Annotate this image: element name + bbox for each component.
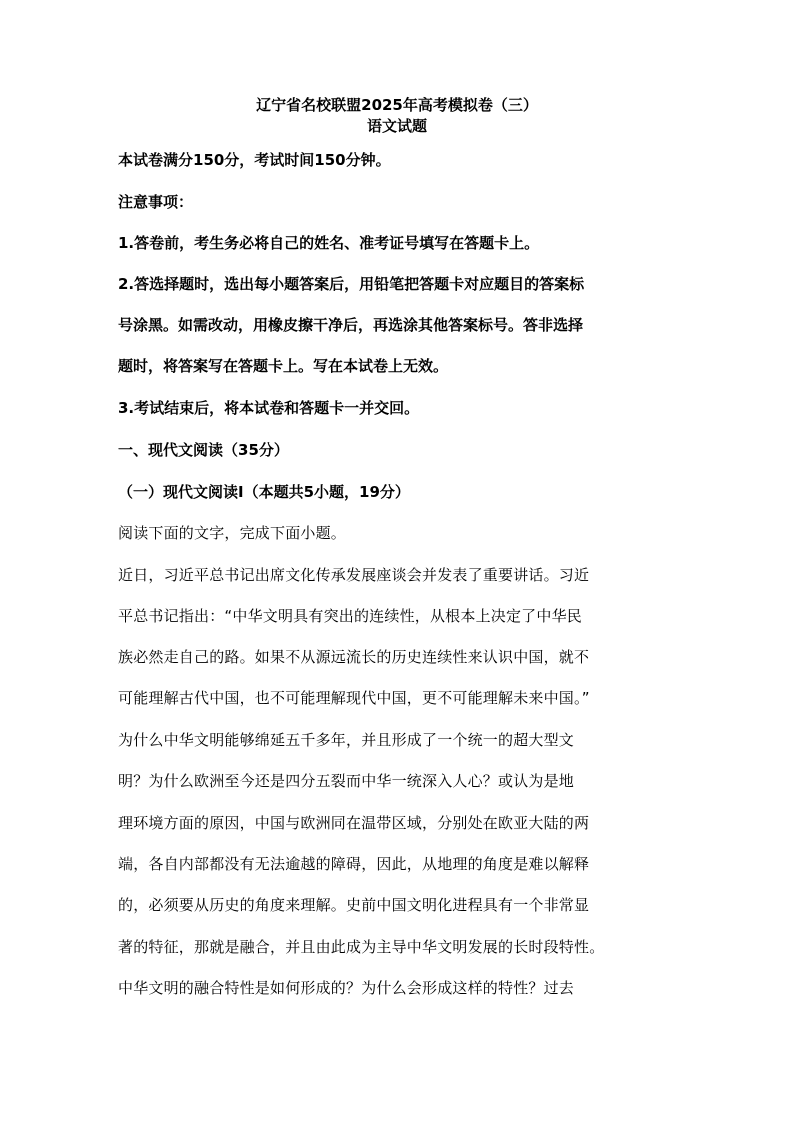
passage-line: 的，必须要从历史的角度来理解。史前中国文明化进程具有一个非常显: [118, 896, 590, 914]
note-3: 3.考试结束后，将本试卷和答题卡一并交回。: [118, 399, 420, 417]
note-2-line: 题时，将答案写在答题卡上。写在本试卷上无效。: [118, 357, 449, 375]
note-1: 1.答卷前，考生务必将自己的姓名、准考证号填写在答题卡上。: [118, 234, 540, 252]
passage-line: 族必然走自己的路。如果不从源远流长的历史连续性来认识中国，就不: [118, 648, 590, 666]
passage-line: 中华文明的融合特性是如何形成的？为什么会形成这样的特性？过去: [118, 979, 575, 997]
notes-heading: 注意事项：: [118, 193, 194, 211]
passage-line: 著的特征，那就是融合，并且由此成为主导中华文明发展的长时段特性。: [118, 938, 605, 956]
note-2-line: 号涂黑。如需改动，用橡皮擦干净后，再选涂其他答案标号。答非选择: [118, 316, 584, 334]
passage-line: 为什么中华文明能够绵延五千多年，并且形成了一个统一的超大型文: [118, 731, 575, 749]
passage-line: 理环境方面的原因，中国与欧洲同在温带区域，分别处在欧亚大陆的两: [118, 814, 590, 832]
reading-prompt: 阅读下面的文字，完成下面小题。: [118, 524, 347, 542]
exam-subject: 语文试题: [366, 117, 427, 135]
passage-line: 端，各自内部都没有无法逾越的障碍，因此，从地理的角度是难以解释: [118, 855, 590, 873]
section-heading: 一、现代文阅读（35分）: [118, 441, 289, 459]
passage-line: 可能理解古代中国，也不可能理解现代中国，更不可能理解未来中国。”: [118, 689, 590, 707]
score-time-text: 本试卷满分150分，考试时间150分钟。: [118, 151, 391, 169]
passage-line: 近日，习近平总书记出席文化传承发展座谈会并发表了重要讲话。习近: [118, 566, 590, 584]
subsection-heading: （一）现代文阅读Ⅰ（本题共5小题，19分）: [118, 483, 410, 501]
note-2-line: 2.答选择题时，选出每小题答案后，用铅笔把答题卡对应题目的答案标: [118, 275, 585, 293]
passage-line: 平总书记指出：“中华文明具有突出的连续性，从根本上决定了中华民: [118, 607, 582, 625]
passage-line: 明？为什么欧洲至今还是四分五裂而中华一统深入人心？或认为是地: [118, 772, 575, 790]
exam-title: 辽宁省名校联盟2025年高考模拟卷（三）: [256, 96, 538, 114]
